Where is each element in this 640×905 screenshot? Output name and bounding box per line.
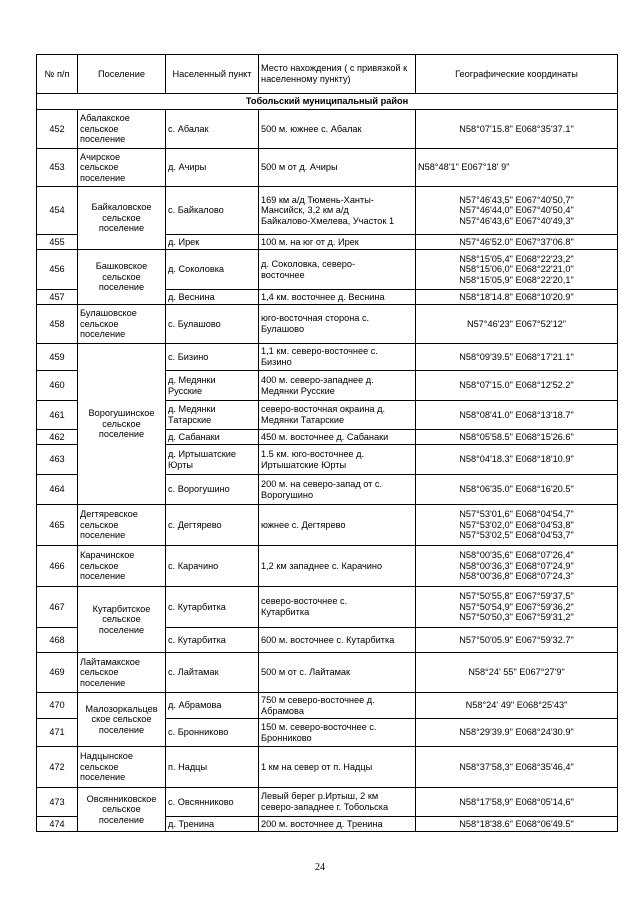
row-num: 464 <box>37 475 78 505</box>
location-cell: северо-восточнее с. Кутарбитка <box>259 587 416 628</box>
row-num: 460 <box>37 371 78 401</box>
document-page <box>36 54 617 832</box>
coords-cell: N58°05'58.5" E068°15'26.6" <box>416 430 618 445</box>
location-cell: юго-восточная сторона с. Булашово <box>259 305 416 344</box>
region-row <box>37 94 618 110</box>
row-num: 458 <box>37 305 78 344</box>
locality-cell: д. Сабанаки <box>166 430 259 445</box>
coordinates-table <box>36 54 618 832</box>
location-cell: 1.5 км. юго-восточнее д. Иртышатские Юрты <box>259 445 416 475</box>
coords-cell: N58°08'41.0" E068°13'18.7" <box>416 401 618 430</box>
row-num: 474 <box>37 817 78 832</box>
locality-cell: с. Бронниково <box>166 719 259 747</box>
locality-cell: с. Кутарбитка <box>166 587 259 628</box>
coords-cell: N58°17'58,9" E068°05'14,6" <box>416 788 618 817</box>
location-cell: 150 м. северо-восточнее с. Бронниково <box>259 719 416 747</box>
settlement-cell: Ворогушинское сельское поселение <box>78 344 166 505</box>
coords-cell: N58°09'39.5" E068°17'21.1" <box>416 344 618 371</box>
settlement-cell: Абалакское сельское поселение <box>78 110 166 149</box>
locality-cell: п. Надцы <box>166 747 259 788</box>
row-num: 453 <box>37 149 78 187</box>
location-cell: 450 м. восточнее д. Сабанаки <box>259 430 416 445</box>
coords-cell: N58°29'39.9" E068°24'30.9" <box>416 719 618 747</box>
table-row <box>37 788 618 817</box>
locality-cell: д. Ирек <box>166 235 259 250</box>
table-row <box>37 505 618 546</box>
row-num: 459 <box>37 344 78 371</box>
row-num: 457 <box>37 290 78 305</box>
location-cell: 1 км на север от п. Надцы <box>259 747 416 788</box>
settlement-cell: Малозоркальцев ское сельское поселение <box>78 693 166 747</box>
coords-cell: N58°48'1" E067°18' 9" <box>416 149 618 187</box>
header-num: № п/п <box>37 55 78 94</box>
locality-cell: с. Бизино <box>166 344 259 371</box>
coords-cell: N58°06'35.0" E068°16'20.5" <box>416 475 618 505</box>
locality-cell: с. Булашово <box>166 305 259 344</box>
coords-cell: N58°07'15.8" E068°35'37.1" <box>416 110 618 149</box>
table-row <box>37 110 618 149</box>
locality-cell: д. Тренина <box>166 817 259 832</box>
page-number: 24 <box>315 862 325 873</box>
row-num: 462 <box>37 430 78 445</box>
location-cell: 500 м от д. Ачиры <box>259 149 416 187</box>
location-cell: 1,4 км. восточнее д. Веснина <box>259 290 416 305</box>
row-num: 466 <box>37 546 78 587</box>
location-cell: 600 м. восточнее с. Кутарбитка <box>259 628 416 653</box>
locality-cell: с. Лайтамак <box>166 653 259 693</box>
settlement-cell: Овсянниковское сельское поселение <box>78 788 166 832</box>
coords-cell: N57°50'55,8" E067°59'37,5" N57°50'54,9" E067°59'36,2" N57°50'50,3" E067°59'31,2" <box>416 587 618 628</box>
table-row <box>37 587 618 628</box>
location-cell: 169 км а/д Тюмень-Ханты- Мансийск, 3,2 км а/д Байкалово-Хмелева, Участок 1 <box>259 187 416 235</box>
table-row <box>37 344 618 371</box>
location-cell: южнее с. Дегтярево <box>259 505 416 546</box>
settlement-cell: Дегтяревское сельское поселение <box>78 505 166 546</box>
row-num: 467 <box>37 587 78 628</box>
locality-cell: д. Медянки Русские <box>166 371 259 401</box>
row-num: 469 <box>37 653 78 693</box>
coords-cell: N58°24' 49" E068°25'43" <box>416 693 618 719</box>
header-locality: Населенный пункт <box>166 55 259 94</box>
row-num: 454 <box>37 187 78 235</box>
locality-cell: с. Дегтярево <box>166 505 259 546</box>
table-row <box>37 305 618 344</box>
location-cell: 500 м. южнее с. Абалак <box>259 110 416 149</box>
table-row <box>37 250 618 290</box>
coords-cell: N57°46'43,5" E067°40'50,7" N57°46'44,0" E067°40'50,4" N57°46'43,6" E067°40'49,3" <box>416 187 618 235</box>
location-cell: 200 м. на северо-запад от с. Ворогушино <box>259 475 416 505</box>
locality-cell: с. Кутарбитка <box>166 628 259 653</box>
locality-cell: д. Ачиры <box>166 149 259 187</box>
locality-cell: д. Соколовка <box>166 250 259 290</box>
coords-cell: N57°50'05.9" E067°59'32.7" <box>416 628 618 653</box>
coords-cell: N58°00'35,6" E068°07'26,4" N58°00'36,3" E068°07'24,9" N58°00'36,8" E068°07'24,3" <box>416 546 618 587</box>
table-row <box>37 747 618 788</box>
row-num: 452 <box>37 110 78 149</box>
coords-cell: N58°18'38.6" E068°06'49.5" <box>416 817 618 832</box>
coords-cell: N58°18'14.8" E068°10'20.9" <box>416 290 618 305</box>
header-coords: Географические координаты <box>416 55 618 94</box>
location-cell: 200 м. восточнее д. Тренина <box>259 817 416 832</box>
coords-cell: N58°24' 55" E067°27'9" <box>416 653 618 693</box>
location-cell: 100 м. на юг от д. Ирек <box>259 235 416 250</box>
locality-cell: с. Абалак <box>166 110 259 149</box>
table-row <box>37 546 618 587</box>
location-cell: Левый берег р.Иртыш, 2 км северо-западнее г. Тобольска <box>259 788 416 817</box>
table-row <box>37 187 618 235</box>
coords-cell: N57°46'23" E067°52'12" <box>416 305 618 344</box>
locality-cell: с. Байкалово <box>166 187 259 235</box>
settlement-cell: Лайтамакское сельское поселение <box>78 653 166 693</box>
locality-cell: с. Ворогушино <box>166 475 259 505</box>
settlement-cell: Карачинское сельское поселение <box>78 546 166 587</box>
locality-cell: с. Карачино <box>166 546 259 587</box>
row-num: 472 <box>37 747 78 788</box>
location-cell: северо-восточная окраина д. Медянки Татарские <box>259 401 416 430</box>
location-cell: 750 м северо-восточнее д. Абрамова <box>259 693 416 719</box>
coords-cell: N58°04'18.3" E068°18'10.9" <box>416 445 618 475</box>
settlement-cell: Кутарбитское сельское поселение <box>78 587 166 653</box>
row-num: 473 <box>37 788 78 817</box>
header-settlement: Поселение <box>78 55 166 94</box>
coords-cell: N57°46'52.0" E067°37'06.8" <box>416 235 618 250</box>
table-row <box>37 693 618 719</box>
row-num: 455 <box>37 235 78 250</box>
coords-cell: N58°15'05,4" E068°22'23,2" N58°15'06,0" E068°22'21,0" N58°15'05,9" E068°22'20,1" <box>416 250 618 290</box>
settlement-cell: Булашовское сельское поселение <box>78 305 166 344</box>
coords-cell: N58°07'15.0" E068°12'52.2" <box>416 371 618 401</box>
header-location: Место нахождения ( с привязкой к населенному пункту) <box>259 55 416 94</box>
row-num: 461 <box>37 401 78 430</box>
locality-cell: д. Медянки Татарские <box>166 401 259 430</box>
locality-cell: д. Веснина <box>166 290 259 305</box>
locality-cell: с. Овсянниково <box>166 788 259 817</box>
locality-cell: д. Иртышатские Юрты <box>166 445 259 475</box>
region-title: Тобольский муниципальный район <box>37 94 618 110</box>
row-num: 463 <box>37 445 78 475</box>
settlement-cell: Башковское сельское поселение <box>78 250 166 305</box>
location-cell: 500 м от с. Лайтамак <box>259 653 416 693</box>
row-num: 465 <box>37 505 78 546</box>
location-cell: д. Соколовка, северо- восточнее <box>259 250 416 290</box>
location-cell: 1,1 км. северо-восточнее с. Бизино <box>259 344 416 371</box>
settlement-cell: Ачирское сельское поселение <box>78 149 166 187</box>
table-row <box>37 149 618 187</box>
location-cell: 400 м. северо-западнее д. Медянки Русские <box>259 371 416 401</box>
locality-cell: д. Абрамова <box>166 693 259 719</box>
settlement-cell: Байкаловское сельское поселение <box>78 187 166 250</box>
table-header-row <box>37 55 618 94</box>
location-cell: 1,2 км западнее с. Карачино <box>259 546 416 587</box>
row-num: 470 <box>37 693 78 719</box>
settlement-cell: Надцынское сельское поселение <box>78 747 166 788</box>
coords-cell: N57°53'01,6" E068°04'54,7" N57°53'02,0" E068°04'53,8" N57°53'02,5" E068°04'53,7" <box>416 505 618 546</box>
coords-cell: N58°37'58,3" E068°35'46,4" <box>416 747 618 788</box>
row-num: 468 <box>37 628 78 653</box>
row-num: 456 <box>37 250 78 290</box>
table-row <box>37 653 618 693</box>
row-num: 471 <box>37 719 78 747</box>
